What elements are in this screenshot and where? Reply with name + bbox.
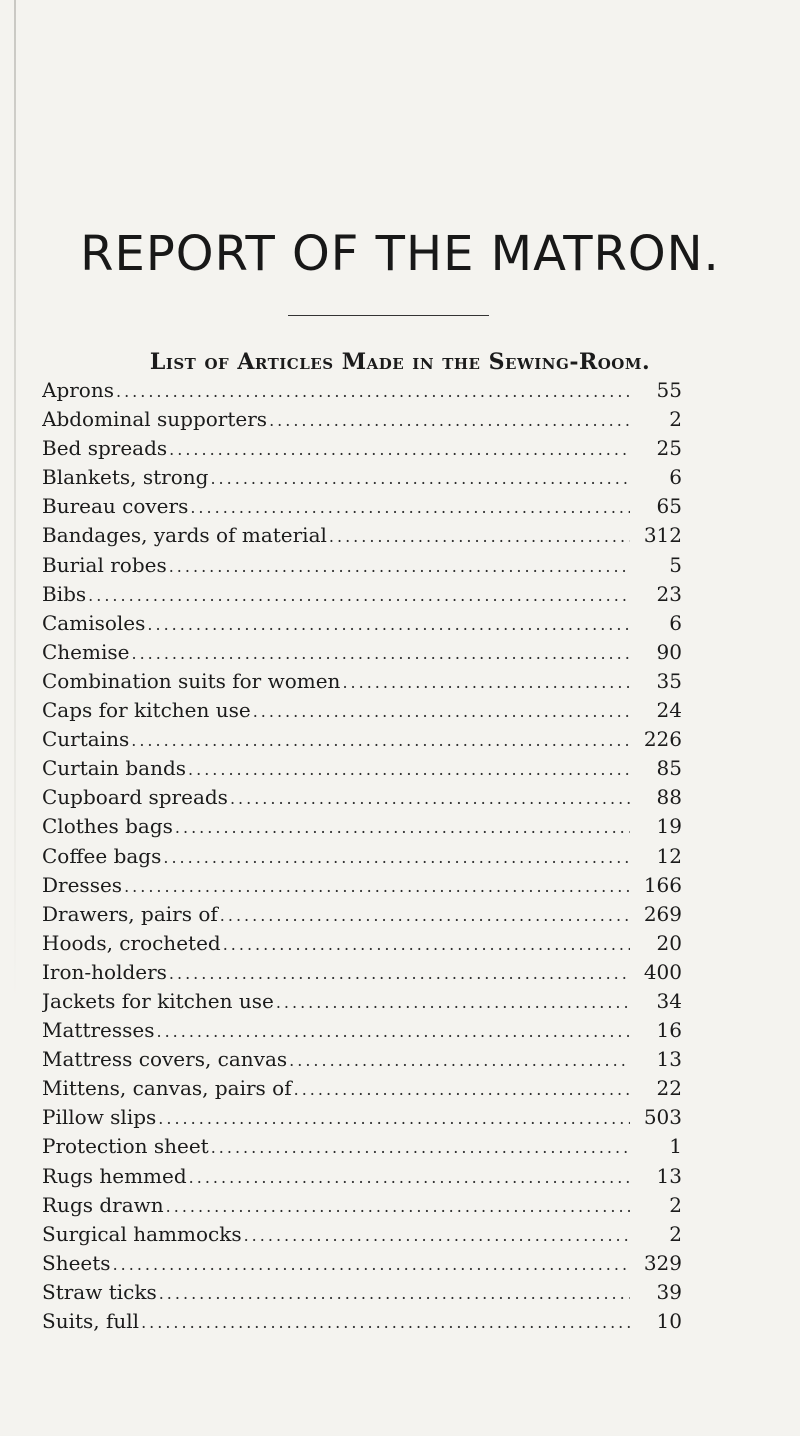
list-item [42,1220,682,1249]
dot-leader [289,1046,630,1074]
article-quantity: 2 [669,407,682,432]
article-name: Suits, full [42,1309,140,1333]
article-name: Camisoles [42,610,146,635]
article-quantity: 5 [669,552,682,577]
article-name: Bibs [42,581,87,606]
dot-leader [276,988,630,1016]
dot-leader [163,843,630,871]
dot-leader [253,697,630,725]
dot-leader [342,668,630,696]
article-name: Iron-holders [42,959,167,984]
articles-list [42,376,682,1336]
list-item [42,725,682,754]
article-name: Burial robes [42,552,167,577]
list-item [42,754,682,783]
article-name: Rugs hemmed [42,1163,187,1188]
list-item [42,871,682,900]
list-item [42,696,682,725]
dot-leader [159,1279,630,1307]
list-item [42,1278,682,1307]
article-name: Chemise [42,639,130,664]
article-quantity: 6 [669,610,682,635]
dot-leader [211,1133,630,1161]
article-quantity: 1 [669,1134,682,1159]
list-item [42,987,682,1016]
title-divider [288,315,489,316]
dot-leader [294,1075,630,1103]
article-name: Dresses [42,872,123,897]
list-item [42,463,682,492]
list-item [42,376,682,405]
article-name: Bandages, yards of material [42,523,327,548]
list-item [42,1103,682,1132]
article-quantity: 10 [656,1309,682,1333]
article-quantity: 22 [656,1076,682,1101]
list-item [42,900,682,929]
article-quantity: 503 [643,1105,682,1130]
list-item [42,405,682,434]
page-edge [14,0,16,1000]
article-quantity: 20 [656,930,682,955]
article-name: Clothes bags [42,814,173,839]
list-item [42,842,682,871]
list-item [42,1074,682,1103]
article-quantity: 269 [643,901,682,926]
list-item [42,1132,682,1161]
list-item [42,1191,682,1220]
dot-leader [329,522,630,550]
article-quantity: 34 [656,988,682,1013]
list-item [42,580,682,609]
dot-leader [188,755,630,783]
list-item [42,521,682,550]
article-name: Mattresses [42,1018,155,1043]
article-quantity: 312 [643,523,682,548]
article-quantity: 19 [656,814,682,839]
dot-leader [169,435,630,463]
list-item [42,1307,682,1336]
article-quantity: 25 [656,436,682,461]
article-quantity: 13 [656,1047,682,1072]
article-quantity: 329 [643,1250,682,1275]
dot-leader [88,581,630,609]
article-quantity: 6 [669,465,682,490]
dot-leader [230,784,630,812]
article-quantity: 55 [656,378,682,402]
article-name: Coffee bags [42,843,162,868]
dot-leader [220,901,630,929]
dot-leader [244,1221,630,1249]
article-name: Curtains [42,727,130,752]
article-quantity: 65 [656,494,682,519]
list-item [42,1016,682,1045]
article-name: Mittens, canvas, pairs of [42,1076,292,1101]
article-quantity: 226 [643,727,682,752]
article-name: Hoods, crocheted [42,930,221,955]
page-title: REPORT OF THE MATRON. [80,226,720,282]
article-name: Mattress covers, canvas [42,1047,288,1072]
list-item [42,783,682,812]
article-name: Abdominal supporters [42,407,268,432]
article-name: Bed spreads [42,436,168,461]
list-heading: List of Articles Made in the Sewing-Room. [149,349,651,375]
article-quantity: 24 [656,698,682,723]
article-name: Combination suits for women [42,668,341,693]
dot-leader [157,1017,631,1045]
list-item [42,434,682,463]
article-quantity: 85 [656,756,682,781]
dot-leader [210,464,630,492]
article-name: Cupboard spreads [42,785,228,810]
article-name: Drawers, pairs of [42,901,218,926]
article-name: Surgical hammocks [42,1221,242,1246]
list-item [42,551,682,580]
article-quantity: 166 [643,872,682,897]
list-item [42,1045,682,1074]
article-name: Aprons [42,378,114,402]
dot-leader [223,930,630,958]
dot-leader [166,1192,630,1220]
dot-leader [131,726,630,754]
article-quantity: 16 [656,1018,682,1043]
article-quantity: 400 [643,959,682,984]
list-item [42,638,682,667]
article-quantity: 35 [656,668,682,693]
article-quantity: 2 [669,1221,682,1246]
list-item [42,929,682,958]
article-name: Pillow slips [42,1105,157,1130]
list-item [42,609,682,638]
dot-leader [147,610,630,638]
dot-leader [141,1308,630,1336]
dot-leader [169,959,630,987]
dot-leader [269,406,630,434]
article-quantity: 2 [669,1192,682,1217]
dot-leader [190,493,630,521]
article-name: Curtain bands [42,756,187,781]
dot-leader [175,813,630,841]
list-item [42,1162,682,1191]
list-item [42,1249,682,1278]
article-name: Blankets, strong [42,465,209,490]
dot-leader [189,1163,630,1191]
article-name: Bureau covers [42,494,189,519]
article-name: Sheets [42,1250,111,1275]
dot-leader [124,872,630,900]
list-item [42,812,682,841]
article-name: Straw ticks [42,1279,157,1304]
article-name: Caps for kitchen use [42,698,251,723]
article-name: Protection sheet [42,1134,209,1159]
dot-leader [116,377,630,405]
article-name: Rugs drawn [42,1192,164,1217]
dot-leader [169,552,630,580]
article-quantity: 13 [656,1163,682,1188]
article-quantity: 39 [656,1279,682,1304]
article-quantity: 23 [656,581,682,606]
article-quantity: 88 [656,785,682,810]
article-quantity: 90 [656,639,682,664]
list-item [42,958,682,987]
dot-leader [158,1104,630,1132]
article-name: Jackets for kitchen use [42,988,274,1013]
article-quantity: 12 [656,843,682,868]
dot-leader [131,639,630,667]
list-item [42,492,682,521]
dot-leader [113,1250,630,1278]
list-item [42,667,682,696]
